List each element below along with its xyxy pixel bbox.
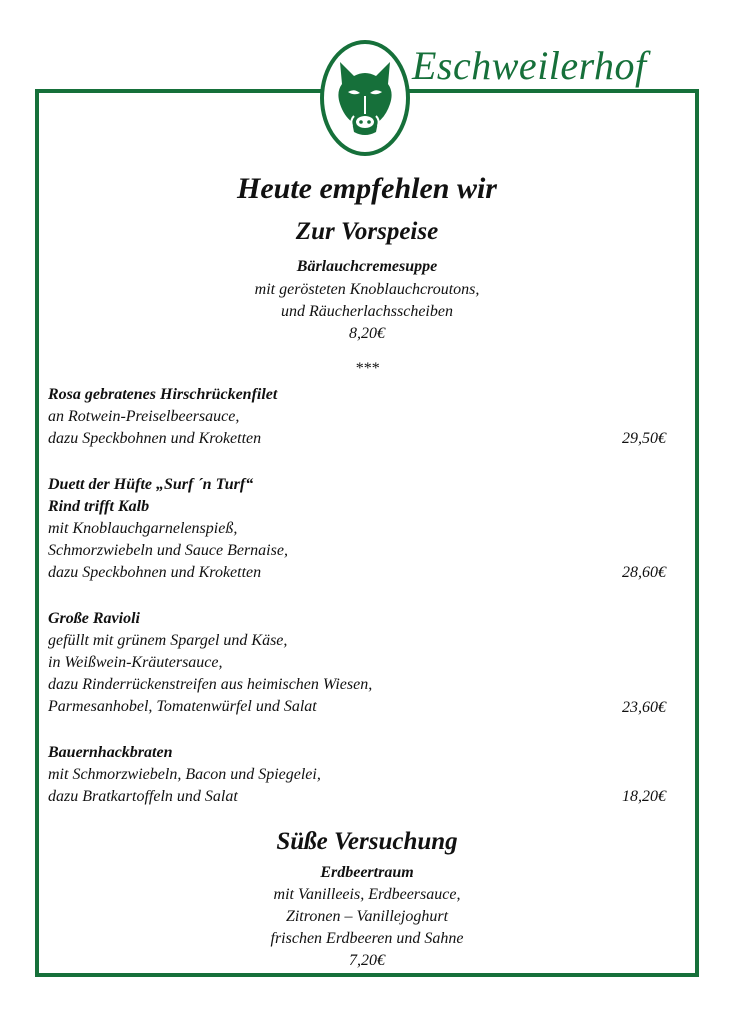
separator: *** bbox=[355, 360, 379, 377]
dish-price: 18,20€ bbox=[622, 788, 666, 805]
dessert-line: mit Vanilleeis, Erdbeersauce, bbox=[273, 886, 461, 903]
page-title: Heute empfehlen wir bbox=[237, 172, 497, 205]
dish-line: an Rotwein-Preiselbeersauce, bbox=[48, 408, 240, 425]
dish-title: Große Ravioli bbox=[48, 610, 140, 627]
starter-line: und Räucherlachsscheiben bbox=[281, 303, 453, 320]
dessert-line: frischen Erdbeeren und Sahne bbox=[270, 930, 464, 947]
starter-dish: Bärlauchcremesuppe bbox=[296, 258, 438, 275]
dish-price: 28,60€ bbox=[622, 564, 666, 581]
logo-badge bbox=[320, 40, 410, 156]
dish-line: mit Knoblauchgarnelenspieß, bbox=[48, 520, 238, 537]
dish-line: dazu Bratkartoffeln und Salat bbox=[48, 788, 238, 805]
dish-line: gefüllt mit grünem Spargel und Käse, bbox=[48, 632, 288, 649]
dish-line: Schmorzwiebeln und Sauce Bernaise, bbox=[48, 542, 288, 559]
dish-line: mit Schmorzwiebeln, Bacon und Spiegelei, bbox=[48, 766, 321, 783]
dish-title: Bauernhackbraten bbox=[48, 744, 173, 761]
dish-line: dazu Rinderrückenstreifen aus heimischen Wiesen, bbox=[48, 676, 373, 693]
dish-line: dazu Speckbohnen und Kroketten bbox=[48, 430, 262, 447]
boar-head-icon bbox=[334, 58, 396, 138]
starter-line: mit gerösteten Knoblauchcroutons, bbox=[254, 281, 480, 298]
starter-description bbox=[39, 279, 695, 345]
dessert-heading: Süße Versuchung bbox=[276, 828, 458, 855]
starter-heading: Zur Vorspeise bbox=[295, 218, 439, 245]
dish-price: 29,50€ bbox=[622, 430, 666, 447]
brand-name: Eschweilerhof bbox=[412, 43, 647, 88]
dish-title: Rosa gebratenes Hirschrückenfilet bbox=[48, 386, 278, 403]
starter-price: 8,20€ bbox=[349, 325, 385, 342]
dessert-line: Zitronen – Vanillejoghurt bbox=[285, 908, 449, 925]
dish-price: 23,60€ bbox=[622, 699, 666, 716]
dessert-price: 7,20€ bbox=[349, 952, 385, 969]
dish-subtitle: Rind trifft Kalb bbox=[48, 498, 150, 515]
dessert-description bbox=[39, 884, 695, 972]
dish-line: in Weißwein-Kräutersauce, bbox=[48, 654, 223, 671]
dish-line: Parmesanhobel, Tomatenwürfel und Salat bbox=[48, 698, 317, 715]
dish-line: dazu Speckbohnen und Kroketten bbox=[48, 564, 262, 581]
dish-title: Duett der Hüfte „Surf ´n Turf“ bbox=[48, 476, 254, 493]
dessert-dish: Erdbeertraum bbox=[320, 864, 414, 881]
